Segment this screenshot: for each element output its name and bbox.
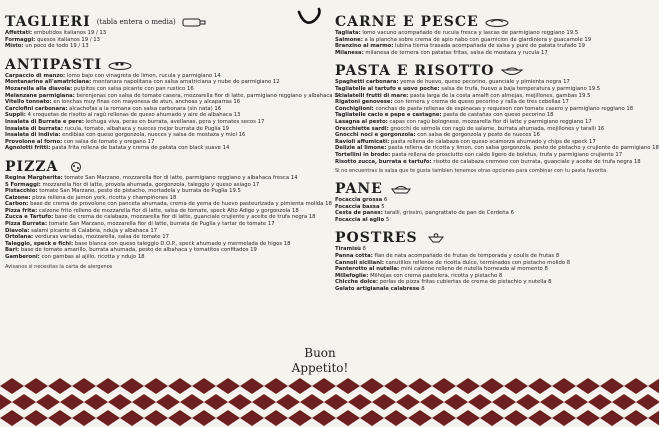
- menu-item: [335, 30, 635, 37]
- diamond-tile: [60, 394, 84, 410]
- diamond-tile: [252, 394, 276, 410]
- menu-item-desc: lubina tierna trasada acompañada de salsa y puré de patata trufado 19: [393, 43, 586, 50]
- menu-item-desc: tomate San Marzano, mozzarella fior di latte, burrata de Puglia y tartar de tomate 17: [47, 221, 275, 228]
- menu-item-name: Misto:: [5, 43, 24, 50]
- taglieri-section: [5, 14, 290, 50]
- diamond-tile: [168, 410, 192, 426]
- menu-item-name: Delizie al limone:: [335, 145, 387, 152]
- menu-item-desc: un poco de todo 19 / 13: [23, 43, 89, 50]
- menu-item: [5, 207, 299, 215]
- menu-item: [5, 73, 290, 80]
- diamond-tile: [108, 394, 132, 410]
- menu-item-name: Zucca e Tartufo:: [5, 214, 54, 221]
- menu-item-desc: flan de nata acompañado de frutas de temporada y coulis de frutas 8: [372, 253, 560, 260]
- diamond-tile: [336, 378, 360, 394]
- diamond-tile: [48, 410, 72, 426]
- menu-item-desc: lomo bajo con vinagreta de limon, rucula y parmigiano 14: [65, 72, 221, 79]
- diamond-tile: [624, 410, 648, 426]
- menu-item-name: Formaggi:: [5, 36, 36, 43]
- menu-item-desc: 4 croquetas de risotto al ragù rellenas de queso ahumado y aire de albahaca 13: [25, 112, 241, 119]
- diamond-tile: [72, 378, 96, 394]
- diamond-tile: [360, 410, 384, 426]
- menu-item-desc: embutidos italianos 19 / 13: [32, 30, 107, 36]
- menu-item: [335, 50, 635, 57]
- menu-item-desc: pizza rellena de jamon york, ricotta y champiñones 18: [30, 194, 177, 201]
- cutting-board-icon: [182, 17, 206, 27]
- menu-item-desc: berenjenas con salsa de tomate casera, mozzarella fior di latte, parmigiano reggiano y albahaca 14: [74, 92, 341, 99]
- menu-item-name: Calzone:: [5, 194, 31, 201]
- diamond-tile: [216, 378, 240, 394]
- menu-item-desc: base de crema de provolone con panceta ahumada, crema de yema de huevo pasteurizada y pimienta molida 18: [28, 201, 332, 208]
- diamond-tile: [300, 394, 324, 410]
- swirl-logo: [295, 6, 337, 30]
- menu-item: [335, 112, 635, 119]
- bread-basket-icon: [389, 184, 413, 194]
- menu-item-desc: salsa de trufa, huevo a baja temperatura y parmigiano 19.5: [439, 85, 601, 92]
- right-column: [335, 10, 659, 293]
- antipasti-section: [5, 56, 341, 152]
- diamond-tile: [432, 410, 456, 426]
- menu-item-name: Carpaccio di manzo:: [5, 72, 66, 79]
- menu-item: [335, 119, 635, 126]
- diamond-tile: [24, 410, 48, 426]
- diamond-tile: [480, 410, 504, 426]
- sauce-note: Si no encuentras la salsa que te gusta tambien tenemos otras opciones para combinar con tu pasta favorita: [335, 168, 607, 175]
- menu-item: [335, 279, 635, 286]
- menu-item: [335, 253, 635, 260]
- postres-section: [335, 230, 635, 292]
- diamond-tile: [528, 410, 552, 426]
- menu-item-name: Gelato artigianale calabrese: [335, 286, 420, 293]
- menu-item: [5, 254, 290, 261]
- diamond-tile: [276, 394, 300, 410]
- menu-item-name: Rigatoni genovese:: [335, 99, 393, 106]
- diamond-tile: [84, 394, 108, 410]
- menu-item: [5, 182, 290, 189]
- diamond-tile: [576, 378, 600, 394]
- menu-item: [5, 145, 290, 152]
- menu-item-name: Insalata di Burrata e pere:: [5, 118, 84, 125]
- menu-item-name: Risotto zucca, burrata e tartufo:: [335, 158, 432, 165]
- menu-item-desc: risotto de calabaza cremoso con burrata, guanciale y aceite de trufa negra 18: [431, 158, 641, 165]
- diamond-tile: [552, 410, 576, 426]
- section-subtitle: (tabla entera o media): [96, 18, 176, 26]
- menu-item-name: Focaccia bassa: [335, 203, 380, 210]
- menu-item: [5, 221, 290, 228]
- diamond-tile: [0, 378, 24, 394]
- menu-item-desc: pasta de castañas con queso pecorino 18: [441, 112, 554, 119]
- menu-item-name: Ortolana:: [5, 234, 34, 241]
- pizza-section: [5, 158, 332, 270]
- menu-item-name: Spaghetti carbonara:: [335, 79, 399, 86]
- diamond-tile: [240, 410, 264, 426]
- menu-item-desc: gnocchi de sémola con ragù de salame, burrata ahumada, mejillones y taralli 16: [388, 125, 605, 132]
- diamond-tile: [228, 394, 252, 410]
- diamond-tile: [144, 378, 168, 394]
- diamond-tile: [288, 410, 312, 426]
- pizza-icon: [64, 162, 88, 172]
- diamond-tile: [12, 394, 36, 410]
- pane-section: [335, 181, 635, 223]
- menu-item-name: Orecchiette sardi:: [335, 125, 389, 132]
- diamond-tile: [408, 410, 432, 426]
- diamond-tile: [288, 378, 312, 394]
- menu-item-desc: base de tomate amarillo, burrata ahumada, pesto de albahaca y tomatitos confitados 19: [19, 247, 257, 254]
- section-title: PASTA E RISOTTO: [335, 63, 495, 80]
- menu-item: [5, 139, 290, 146]
- diamond-tile: [528, 378, 552, 394]
- diamond-tile: [312, 378, 336, 394]
- diamond-tile: [600, 410, 624, 426]
- diamond-tile: [648, 378, 659, 394]
- diamond-tile: [564, 394, 588, 410]
- menu-item: [5, 99, 290, 106]
- menu-item-name: Cesta de panes:: [335, 210, 383, 217]
- menu-item-desc: en lonchas muy finas con mayonesa de atun, anchoas y alcaparras 16: [51, 99, 241, 106]
- diamond-tile: [612, 394, 636, 410]
- menu-item-desc: milanesa de ternera con patatas fritas, salsa de mostaza y rucula 17: [363, 49, 548, 56]
- diamond-tile: [348, 394, 372, 410]
- menu-item-desc: alcachofas a la romana con salsa carbonara (sin nata) 16: [67, 105, 222, 112]
- carne-section: [335, 14, 635, 56]
- menu-item-name: Branzino al marmo:: [335, 43, 394, 50]
- menu-item-desc: pasta rellena de prosciutto con caldo ligero de boletus, trufa y parmigiano crujiente 17: [390, 151, 623, 158]
- menu-item-name: Tagliatelle al tartufo e uovo poche:: [335, 85, 440, 92]
- diamond-tile: [552, 378, 576, 394]
- section-title: PIZZA: [5, 158, 59, 175]
- diamond-tile: [384, 410, 408, 426]
- diamond-tile: [216, 410, 240, 426]
- menu-item-name: Melanzane parmigiana:: [5, 92, 75, 99]
- menu-item-desc: salami picante di Calabria, nduja y albahaca 17: [29, 227, 158, 234]
- section-title: TAGLIERI: [5, 14, 91, 30]
- diamond-tile: [312, 410, 336, 426]
- menu-item-desc: pulpitos con salsa picante con pan rustico 16: [72, 85, 194, 92]
- diamond-tile: [492, 394, 516, 410]
- menu-item: [5, 201, 332, 208]
- menu-item-desc: con gambas al ajillo, ricotta y ndujo 18: [39, 254, 145, 261]
- left-column: [5, 10, 341, 270]
- diamond-tile: [360, 378, 384, 394]
- menu-item: [5, 234, 290, 241]
- menu-item: [5, 174, 298, 182]
- menu-item: [335, 152, 635, 159]
- menu-item-name: Carciofini carbonara:: [5, 105, 68, 112]
- diamond-tile: [336, 410, 360, 426]
- diamond-tile: [624, 378, 648, 394]
- menu-item-desc: mozzarella fior di latte, provola ahumada, gorgonzola, taleggio y queso asiago 17: [40, 181, 260, 188]
- menu-item-desc: quesos italianos 19 / 13: [35, 36, 101, 43]
- menu-item-desc: lechuga viva, peras en burrata, avellanas, pera y tomates secos 17: [83, 118, 265, 125]
- menu-item: [5, 30, 290, 37]
- menu-item: [335, 210, 635, 217]
- menu-item-desc: Milhojas con crema pastelera, ricotta y pistacho 8: [368, 272, 503, 279]
- menu-item-desc: calzone frito relleno de mozzarella fior di latte, salsa de tomate, speck Alto Adige y gorgonzola 18: [37, 207, 299, 214]
- menu-item-desc: con ternera y crema de queso pecorino y ralla de tres cebollas 17: [392, 99, 569, 106]
- diamond-tile: [396, 394, 420, 410]
- menu-item: [335, 43, 635, 50]
- menu-item: [5, 37, 290, 44]
- menu-item-desc: pasta larga de la costa amalfi con almejas, mejillones, gambas 19.5: [408, 92, 591, 99]
- diamond-tile: [132, 394, 156, 410]
- menu-item: [5, 86, 290, 93]
- diamond-tile: [444, 394, 468, 410]
- menu-item: [335, 99, 635, 106]
- menu-item-name: Supplì:: [5, 112, 26, 119]
- pasta-bowl-icon: [500, 66, 524, 76]
- buon-line-2: Appetito!: [291, 361, 349, 375]
- diamond-tile: [636, 394, 659, 410]
- menu-item-desc: perlas de pizza fritas cubiertas de crema de pistachio y nutella 8: [378, 279, 552, 286]
- menu-item-desc: verduras variadas, mozzarella, salsa de tomate 17: [33, 234, 169, 241]
- menu-item-name: Millefoglie:: [335, 272, 369, 279]
- diamond-tile: [156, 394, 180, 410]
- menu-item: [5, 126, 290, 133]
- menu-item-name: Insalata di burrata:: [5, 125, 63, 132]
- menu-item-name: Panterotto al nutella:: [335, 266, 400, 273]
- menu-item-name: Cannoli siciliani:: [335, 259, 384, 266]
- diamond-tile: [180, 394, 204, 410]
- menu-item-desc: 8: [360, 246, 366, 253]
- diamond-tile: [96, 378, 120, 394]
- menu-item: [335, 260, 635, 267]
- menu-item-name: Scialatelli frutti di mare:: [335, 92, 409, 99]
- menu-item-name: Bari:: [5, 247, 20, 254]
- menu-item-name: 5 Formaggi:: [5, 181, 41, 188]
- diamond-tile: [516, 394, 540, 410]
- menu-item: [335, 286, 635, 293]
- menu-item-desc: tarallí, grissini, pangrattato de pan de Cerdeña 6: [382, 210, 514, 217]
- menu-item: [335, 197, 635, 204]
- menu-item: [5, 119, 290, 126]
- menu-item-name: Pizza Burrata:: [5, 221, 48, 228]
- menu-item: [5, 79, 290, 86]
- menu-item-name: Montanarine all'amatriciana:: [5, 79, 92, 86]
- diamond-tile: [168, 378, 192, 394]
- menu-item-desc: endibias con queso gorgonzola, nueces y salsa de mostaza y miel 16: [60, 132, 246, 139]
- menu-item-name: Affettati:: [5, 30, 33, 36]
- menu-item: [5, 112, 290, 119]
- menu-item-name: Panna cotta:: [335, 253, 373, 260]
- menu-item: [335, 79, 635, 86]
- menu-item-desc: 6: [382, 197, 388, 204]
- diamond-tile: [264, 410, 288, 426]
- menu-item: [335, 93, 635, 100]
- menu-item-desc: mini calzone relleno de nutella horneado al momento 8: [399, 266, 548, 273]
- checkered-border: [0, 378, 640, 427]
- diamond-tile: [96, 410, 120, 426]
- menu-item-desc: con salsa de tomate y oregano 17: [62, 138, 155, 145]
- pasta-section: [335, 63, 659, 175]
- menu-item-name: Salmone:: [335, 36, 363, 43]
- menu-item: [5, 132, 290, 139]
- diamond-tile: [468, 394, 492, 410]
- menu-item-name: Gamberoni:: [5, 254, 40, 261]
- diamond-tile: [600, 378, 624, 394]
- menu-item-desc: con salsa de gorgonzola y pesto de nueces 16: [415, 132, 540, 139]
- menu-item-name: Tagliata:: [335, 30, 361, 36]
- menu-item-desc: 8: [419, 286, 425, 293]
- diamond-tile: [0, 410, 24, 426]
- menu-item-name: Diavola:: [5, 227, 30, 234]
- menu-item-desc: yema de huevo, queso pecorino, guanciale y pimienta negra 17: [398, 79, 570, 86]
- diamond-tile: [36, 394, 60, 410]
- menu-item: [335, 132, 635, 139]
- dish-icon: [485, 17, 509, 27]
- menu-item-name: Gnocchi noci e gorgonzola:: [335, 132, 416, 139]
- menu-item-name: Milanesa:: [335, 49, 364, 56]
- menu-item: [5, 43, 290, 50]
- section-title: PANE: [335, 181, 383, 198]
- menu-item: [5, 228, 290, 235]
- diamond-tile: [588, 394, 612, 410]
- menu-item: [335, 86, 635, 93]
- menu-item: [5, 92, 341, 100]
- menu-item-name: Ravioli affumicati:: [335, 138, 390, 145]
- diamond-tile: [72, 410, 96, 426]
- menu-item: [5, 214, 316, 221]
- menu-item: [335, 139, 635, 146]
- diamond-tile: [144, 410, 168, 426]
- diamond-tile: [432, 378, 456, 394]
- menu-item: [335, 266, 635, 273]
- menu-item: [335, 217, 635, 224]
- diamond-tile: [324, 394, 348, 410]
- section-title: POSTRES: [335, 230, 418, 247]
- menu-item: [5, 241, 290, 248]
- diamond-tile: [240, 378, 264, 394]
- buon-appetito: [290, 346, 350, 376]
- buon-line-1: Buon: [304, 346, 336, 360]
- menu-item-desc: montanara napolitana con salsa amatriciana y nube de parmigiano 12: [91, 79, 280, 86]
- diamond-tile: [456, 410, 480, 426]
- menu-item-desc: lomo vacuno acompañado de rucula fresca y lascas de parmigiano reggiano 19.5: [360, 30, 579, 36]
- menu-item-name: Tortellini in brodo:: [335, 151, 391, 158]
- menu-item-desc: pasta frita rellena de batata y crema de patata con black suave 14: [50, 145, 230, 152]
- menu-item-desc: a la plancha sobre crema de apio nabo con guarnicion de giardiniera y guacamole 19: [362, 36, 592, 43]
- diamond-tile: [264, 378, 288, 394]
- menu-item-name: Provolone al forno:: [5, 138, 63, 145]
- menu-item: [5, 188, 290, 195]
- menu-item-name: Lasagna al pesto:: [335, 118, 388, 125]
- menu-item-name: Tiramisù: [335, 246, 361, 253]
- menu-item: [335, 273, 635, 280]
- menu-item-name: Carbon:: [5, 201, 29, 208]
- menu-item-desc: canutillos rellenos de ricotta dulce, terminados con pistacho molido 8: [383, 259, 571, 266]
- menu-item-desc: conchas de pasta rellenas de espinacas y requeson con tomate casero y parmigiano reggiano 18: [373, 105, 634, 112]
- menu-item-name: Pistacchio:: [5, 188, 38, 195]
- diamond-tile: [48, 378, 72, 394]
- diamond-tile: [576, 410, 600, 426]
- menu-item-name: Pizza frita:: [5, 207, 38, 214]
- diamond-tile: [648, 410, 659, 426]
- menu-item-name: Tagliatelle cacio e pepe e castagne:: [335, 112, 442, 119]
- menu-item-name: Conchiglioni:: [335, 105, 374, 112]
- menu-item-desc: tomate San Marzano, pesto de pistacho, mortadela y burrata de Puglia 19.5: [37, 188, 241, 195]
- menu-item-name: Chicche dolce:: [335, 279, 379, 286]
- allergens-note: Avisanos si necesitas la carta de alergenos: [5, 263, 113, 270]
- menu-item-desc: tomate San Marzano, mozzarella fior di latte, parmigiano reggiano y albahaca fresca 14: [62, 174, 298, 181]
- menu-item-name: Focaccia al aglio: [335, 216, 385, 223]
- menu-item-desc: 5: [384, 216, 390, 223]
- menu-item-name: Regina Margherita:: [5, 174, 63, 181]
- diamond-tile: [192, 410, 216, 426]
- menu-item-name: Agnolotti fritti:: [5, 145, 51, 152]
- diamond-tile: [192, 378, 216, 394]
- diamond-tile: [120, 378, 144, 394]
- diamond-tile: [480, 378, 504, 394]
- menu-item: [335, 106, 635, 113]
- menu-item-desc: base blanca con queso taleggio D.O.P., speck ahumado y mermelada de higos 18: [73, 240, 291, 247]
- menu-item: [335, 126, 635, 133]
- diamond-tile: [24, 378, 48, 394]
- diamond-tile: [0, 394, 12, 410]
- menu-item-desc: pasta rellena de calabaza con queso scamorza ahumado y chips de speck 17: [389, 138, 596, 145]
- diamond-tile: [204, 394, 228, 410]
- diamond-tile: [504, 410, 528, 426]
- menu-item-name: Taleggio, speck e fichi:: [5, 240, 74, 247]
- diamond-tile: [420, 394, 444, 410]
- diamond-tile: [504, 378, 528, 394]
- dessert-icon: [424, 233, 448, 243]
- menu-item: [5, 195, 290, 202]
- diamond-tile: [540, 394, 564, 410]
- menu-item: [335, 246, 635, 253]
- menu-item-desc: 5: [379, 203, 385, 210]
- diamond-tile: [120, 410, 144, 426]
- diamond-tile: [372, 394, 396, 410]
- section-title: ANTIPASTI: [5, 56, 103, 73]
- menu-item-name: Mozarella alla diavola:: [5, 85, 73, 92]
- plate-icon: [108, 60, 132, 70]
- menu-item: [335, 145, 659, 152]
- menu-item-desc: base de crema de calabaza, mozzarella fior di latte, guanciale crujiente y aceite de trufa negra 18: [53, 214, 316, 221]
- menu-item: [335, 158, 641, 166]
- menu-item-desc: rucula, tomate, albahaca y nueces mejor burrata de Puglia 19: [62, 125, 229, 132]
- diamond-tile: [456, 378, 480, 394]
- menu-item-name: Vitello tonnato:: [5, 99, 52, 106]
- menu-item: [5, 247, 290, 254]
- section-title: CARNE E PESCE: [335, 14, 479, 30]
- diamond-tile: [408, 378, 432, 394]
- menu-item-name: Insalata di indivia:: [5, 132, 61, 139]
- menu-item-desc: capas con ragù bolognese, mozzarella fior di latte y parmigiano reggiano 17: [387, 118, 592, 125]
- diamond-tile: [384, 378, 408, 394]
- menu-item-name: Focaccia grossa: [335, 197, 383, 204]
- menu-item-desc: pasta rellena de ricotta y limon, con salsa gorgonzola, pesto de pistacho y crujiente de parmigiano 18: [386, 145, 659, 152]
